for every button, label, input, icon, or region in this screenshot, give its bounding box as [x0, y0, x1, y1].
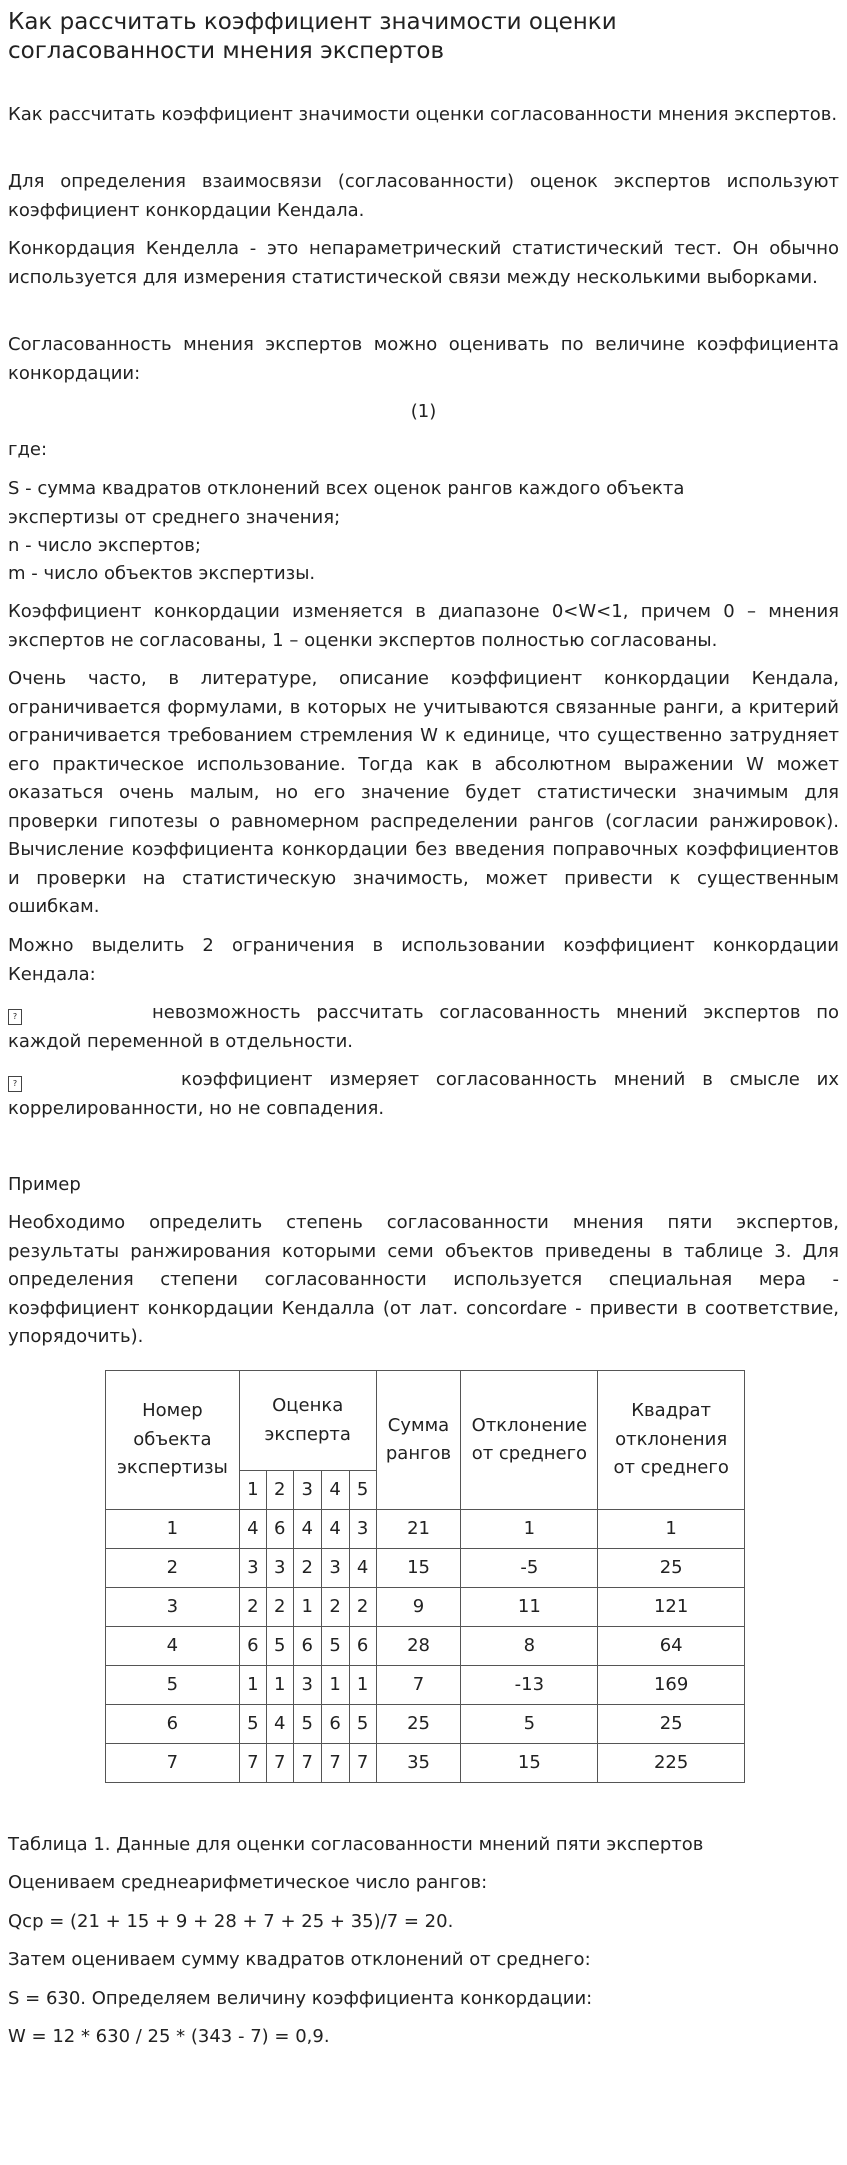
- bullet-item-1: [8, 999, 839, 1056]
- rank-cell: 2: [349, 1588, 376, 1627]
- paragraph-w-formula: W = 12 * 630 / 25 * (343 - 7) = 0,9.: [8, 2026, 330, 2047]
- rank-sum-cell: 15: [376, 1549, 461, 1588]
- table-row: [106, 1549, 745, 1588]
- rank-cell: 6: [321, 1705, 349, 1744]
- expert-number: 3: [293, 1471, 321, 1510]
- rank-sum-cell: 28: [376, 1627, 461, 1666]
- table-row: [106, 1705, 745, 1744]
- rank-cell: 3: [349, 1510, 376, 1549]
- bullet-text-1: невозможность рассчитать согласованность мнений экспертов по каждой переменной в отдельности.: [8, 1002, 839, 1052]
- missing-glyph-icon: ?: [8, 1076, 22, 1092]
- header-object-number: Номер объекта экспертизы: [106, 1371, 240, 1510]
- table-row: [106, 1666, 745, 1705]
- expert-number: 4: [321, 1471, 349, 1510]
- rank-cell: 4: [321, 1510, 349, 1549]
- rank-table-container: [105, 1370, 729, 1785]
- rank-cell: 5: [293, 1705, 321, 1744]
- formula-number: (1): [410, 401, 437, 422]
- table-row: [106, 1588, 745, 1627]
- deviation-cell: 5: [461, 1705, 598, 1744]
- squared-deviation-cell: 1: [598, 1510, 745, 1549]
- bullet-item-2: [8, 1066, 839, 1123]
- missing-glyph-icon: ?: [8, 1009, 22, 1025]
- rank-sum-cell: 9: [376, 1588, 461, 1627]
- table-row: [106, 1627, 745, 1666]
- table-row: [106, 1744, 745, 1783]
- paragraph-range: Коэффициент конкордации изменяется в диапазоне 0<W<1, причем 0 – мнения экспертов не согласованы, 1 – оценки экспертов полностью согласованы.: [8, 601, 839, 651]
- object-number: 5: [106, 1666, 240, 1705]
- rank-cell: 1: [293, 1588, 321, 1627]
- paragraph-kendall-definition: Для определения взаимосвязи (согласованности) оценок экспертов используют коэффициент конкордации Кендала.: [8, 171, 839, 221]
- deviation-cell: 15: [461, 1744, 598, 1783]
- rank-sum-cell: 35: [376, 1744, 461, 1783]
- rank-sum-cell: 25: [376, 1705, 461, 1744]
- expert-number: 2: [266, 1471, 293, 1510]
- rank-cell: 1: [239, 1666, 266, 1705]
- rank-cell: 4: [349, 1549, 376, 1588]
- rank-cell: 5: [266, 1627, 293, 1666]
- rank-cell: 2: [266, 1588, 293, 1627]
- rank-cell: 4: [266, 1705, 293, 1744]
- rank-cell: 7: [293, 1744, 321, 1783]
- paragraph-limitations: Можно выделить 2 ограничения в использовании коэффициент конкордации Кендала:: [8, 935, 839, 985]
- paragraph-mean-label: Оцениваем среднеарифметическое число рангов:: [8, 1872, 488, 1893]
- header-rank-sum: Сумма рангов: [376, 1371, 461, 1510]
- rank-cell: 6: [239, 1627, 266, 1666]
- paragraph-mean-formula: Qср = (21 + 15 + 9 + 28 + 7 + 25 + 35)/7 = 20.: [8, 1911, 454, 1932]
- rank-cell: 7: [239, 1744, 266, 1783]
- squared-deviation-cell: 121: [598, 1588, 745, 1627]
- header-deviation: Отклонение от среднего: [461, 1371, 598, 1510]
- paragraph-example: Необходимо определить степень согласованности мнения пяти экспертов, результаты ранжирования которыми семи объектов приведены в таблице 3. Для определения степени согласованности используется специальная мера - коэффициент конкордации Кендалла (от лат. concordare - привести в соответствие, упорядочить).: [8, 1212, 839, 1347]
- rank-cell: 6: [293, 1627, 321, 1666]
- object-number: 1: [106, 1510, 240, 1549]
- squared-deviation-cell: 64: [598, 1627, 745, 1666]
- bullet-text-2: коэффициент измеряет согласованность мнений в смысле их коррелированности, но не совпадения.: [8, 1069, 839, 1119]
- intro-paragraph: Как рассчитать коэффициент значимости оценки согласованности мнения экспертов.: [8, 104, 838, 125]
- rank-cell: 7: [266, 1744, 293, 1783]
- table-row: [106, 1510, 745, 1549]
- rank-cell: 2: [239, 1588, 266, 1627]
- object-number: 4: [106, 1627, 240, 1666]
- rank-sum-cell: 7: [376, 1666, 461, 1705]
- squared-deviation-cell: 25: [598, 1705, 745, 1744]
- squared-deviation-cell: 225: [598, 1744, 745, 1783]
- rank-cell: 7: [349, 1744, 376, 1783]
- rank-table: [105, 1370, 745, 1783]
- rank-cell: 4: [239, 1510, 266, 1549]
- rank-cell: 3: [293, 1666, 321, 1705]
- deviation-cell: 8: [461, 1627, 598, 1666]
- expert-number: 5: [349, 1471, 376, 1510]
- rank-cell: 4: [293, 1510, 321, 1549]
- object-number: 6: [106, 1705, 240, 1744]
- rank-cell: 3: [321, 1549, 349, 1588]
- rank-cell: 5: [321, 1627, 349, 1666]
- header-squared-deviation: Квадрат отклонения от среднего: [598, 1371, 745, 1510]
- rank-cell: 3: [266, 1549, 293, 1588]
- example-heading: Пример: [8, 1174, 81, 1195]
- squared-deviation-cell: 25: [598, 1549, 745, 1588]
- definition-n: n - число экспертов;: [8, 535, 201, 556]
- rank-sum-cell: 21: [376, 1510, 461, 1549]
- header-expert-rating: Оценка эксперта: [239, 1371, 376, 1471]
- definition-m: m - число объектов экспертизы.: [8, 563, 316, 584]
- paragraph-s-value: S = 630. Определяем величину коэффициента конкордации:: [8, 1988, 593, 2009]
- object-number: 7: [106, 1744, 240, 1783]
- expert-number: 1: [239, 1471, 266, 1510]
- rank-cell: 7: [321, 1744, 349, 1783]
- rank-cell: 2: [321, 1588, 349, 1627]
- object-number: 3: [106, 1588, 240, 1627]
- table-caption: Таблица 1. Данные для оценки согласованности мнений пяти экспертов: [8, 1834, 704, 1855]
- rank-cell: 6: [349, 1627, 376, 1666]
- object-number: 2: [106, 1549, 240, 1588]
- deviation-cell: 11: [461, 1588, 598, 1627]
- rank-cell: 5: [239, 1705, 266, 1744]
- rank-cell: 6: [266, 1510, 293, 1549]
- paragraph-literature: Очень часто, в литературе, описание коэффициент конкордации Кендала, ограничивается формулами, в которых не учитываются связанные ранги, а критерий ограничивается требованием стремления W к единице, что существенно затрудняет его практическое использование. Тогда как в абсолютном выражении W может оказаться очень малым, но его значение будет статистически значимым для проверки гипотезы о равномерном распределении рангов (согласии ранжировок). Вычисление коэффициента конкордации без введения поправочных коэффициентов и проверки на статистическую значимость, может привести к существенным ошибкам.: [8, 668, 839, 917]
- definition-s: S - сумма квадратов отклонений всех оценок рангов каждого объекта экспертизы от среднего значения;: [8, 478, 685, 528]
- page-title: Как рассчитать коэффициент значимости оценки согласованности мнения экспертов: [8, 9, 617, 64]
- rank-cell: 5: [349, 1705, 376, 1744]
- paragraph-agreement: Согласованность мнения экспертов можно оценивать по величине коэффициента конкордации:: [8, 334, 839, 384]
- rank-cell: 1: [349, 1666, 376, 1705]
- rank-cell: 1: [321, 1666, 349, 1705]
- squared-deviation-cell: 169: [598, 1666, 745, 1705]
- rank-cell: 3: [239, 1549, 266, 1588]
- deviation-cell: -5: [461, 1549, 598, 1588]
- deviation-cell: -13: [461, 1666, 598, 1705]
- rank-cell: 2: [293, 1549, 321, 1588]
- paragraph-sum-squares-label: Затем оцениваем сумму квадратов отклонений от среднего:: [8, 1949, 591, 1970]
- deviation-cell: 1: [461, 1510, 598, 1549]
- rank-cell: 1: [266, 1666, 293, 1705]
- paragraph-concordance: Конкордация Кенделла - это непараметрический статистический тест. Он обычно используется для измерения статистической связи между несколькими выборками.: [8, 238, 839, 288]
- where-label: где:: [8, 439, 48, 460]
